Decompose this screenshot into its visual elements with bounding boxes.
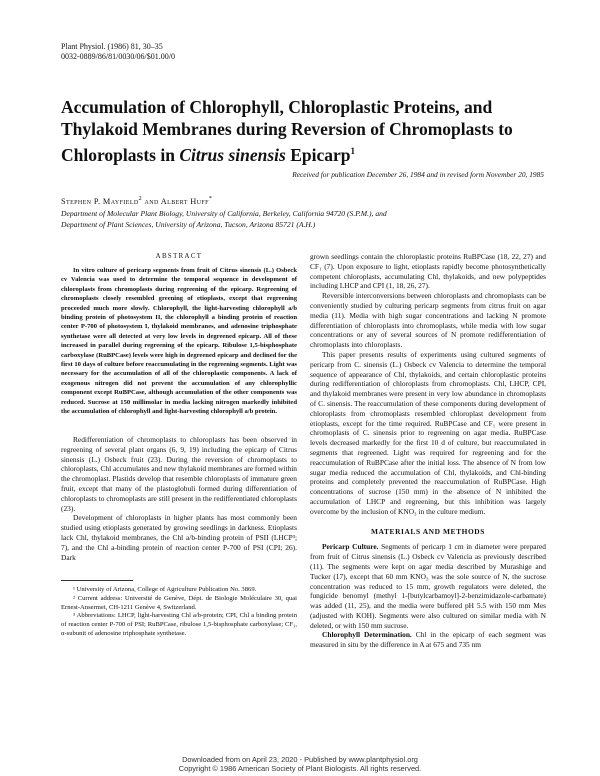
affiliations — [61, 208, 541, 230]
left-body — [61, 435, 297, 562]
journal-header — [61, 42, 175, 62]
footer-copyright: Copyright © 1986 American Society of Plant Biologists. All rights reserved. — [178, 764, 422, 773]
footer-download: Downloaded from on April 23, 2020 - Published by www.plantphysiol.org — [182, 755, 418, 764]
abstract-heading: ABSTRACT — [155, 253, 203, 260]
title-line-3-post: Epicarp — [285, 144, 351, 165]
title-line-3-pre: Chloroplasts in — [61, 144, 180, 165]
affiliation-1: Department of Molecular Plant Biology, University of California, Berkeley, California 94720 (S.P.M.), and — [61, 209, 387, 218]
author-2-mark: * — [208, 196, 213, 202]
methods-chlorophyll — [310, 630, 546, 650]
affiliation-2: Department of Plant Sciences, University of Arizona, Tucson, Arizona 85721 (A.H.) — [61, 220, 316, 229]
author-and: and — [142, 196, 161, 206]
right-paragraph-2: Reversible interconversions between chloroplasts and chromoplasts can be conveniently studied by culturing pericarp segments from citrus fruit on agar media (11). Media with high sugar concentrations and lacking N promote differentiation of chloroplasts into chromoplasts, while media with low sugar concentrations or any of several sources of N promote redifferentiation of chromoplasts into chloroplasts. — [310, 291, 546, 350]
right-paragraph-3: This paper presents results of experiments using cultured segments of pericarp from C. sinensis (L.) Osbeck cv Valencia to determine the temporal sequence of appearance of Chl, thylakoids, and certain chloroplastic proteins during redifferentiation of chloroplasts from chromoplasts. Chl, LHCP, CPI, and thylakoid membranes were present in very low abundance in chromoplasts of C. sinensis. The reaccumulation of these components during development of chloroplasts from chromoplasts resembled chloroplast development from etioplasts, except for the time required. RuBPCase and CF₁ were present in chromoplasts of C. sinensis prior to regreening on agar media. RuBPCase levels decreased markedly for the first 10 d of culture, but reaccumulated in segments that regreened. Light was required for regreening and for the reaccumulation of RuBPCase after the initial loss. The absence of N from low sugar media reduced the accumulation of Chl, thylakoids, and Chl-binding proteins and completely prevented the reaccumulation of RuBPCase. High concentrations of sucrose (150 mm) in the absence of N inhibited the accumulation of LHCP and regreening, but this inhibition was largely overcome by the inclusion of KNO₃ in the culture medium. — [310, 349, 546, 516]
intro-paragraph-1: Redifferentiation of chromoplasts to chloroplasts has been observed in regreening of several plant organs (6, 9, 19) including the epicarp of Citrus sinensis (L.) Osbeck fruit (23). During the reversion of chromoplasts to chloroplasts, Chl accumulates and new thylakoid membranes are formed within the chromoplast. Plastids develop that resemble chloroplasts of immature green fruit, except that many of the plastoglobuli formed during differentiation of chloroplasts to chromoplasts are still present in the redifferentiated chloroplasts (23). — [61, 435, 297, 513]
title-footnote-mark: 1 — [350, 146, 356, 156]
footnote-1: ¹ University of Arizona, College of Agriculture Publication No. 3869. — [73, 586, 257, 593]
chlorophyll-title: Chlorophyll Determination. — [322, 630, 412, 640]
footnote-divider — [61, 580, 133, 581]
title-line-3 — [61, 140, 541, 166]
journal-code: 0032-0889/86/81/0030/06/$01.00/0 — [61, 52, 175, 61]
right-body — [310, 252, 546, 650]
author-1-mark: 2 — [138, 196, 143, 202]
pericarp-culture-text: Segments of pericarp 1 cm in diameter were prepared from fruit of Citrus sinensis (L.) Osbeck cv Valencia as previously described (11). The segments were kept on agar media described by Murashige and Tucker (17), except that 60 mm KNO₃ was the sole source of N, the sucrose concentration was reduced to 15 mm, growth regulators were deleted, the fungicide benomyl (methyl 1-[butylcarbamoyl]-2-benzimidazole-carbamate) was added (11, 25), and the media were buffered pH 5.5 with 150 mm Mes (adjusted with KOH). Segments were also cultured on similar media with N deleted, or with 150 mm sucrose. — [310, 542, 546, 630]
footnote-2: ² Current address: Université de Genève, Dépt. de Biologie Moléculaire 30, quai Ernest-Ansermet, CH-1211 Genève 4, Switzerland. — [61, 594, 297, 611]
right-paragraph-1: grown seedlings contain the chloroplastic proteins RuBPCase (18, 22, 27) and CF₁ (7). Upon exposure to light, etioplasts rapidly become photosynthetically competent chloroplasts, accumulating Chl, thylakoids, and new polypeptides including LHCP and CPI (1, 18, 26, 27). — [310, 252, 546, 291]
intro-paragraph-2: Development of chloroplasts in higher plants has most commonly been studied using etioplasts generated by growing seedlings in darkness. Etioplasts lack Chl, thylakoid membranes, the Chl a/b-binding protein of PSII (LHCP³; 7), and the Chl a-binding protein of reaction center P-700 of PSI (CPI; 26). Dark — [61, 513, 297, 562]
author-2: Albert Huff — [160, 196, 209, 206]
pericarp-culture-title: Pericarp Culture. — [322, 542, 379, 552]
journal-citation: Plant Physiol. (1986) 81, 30–35 — [61, 42, 163, 51]
section-heading-methods: MATERIALS AND METHODS — [371, 526, 485, 536]
abstract-text: In vitro culture of pericarp segments from fruit of Citrus sinensis (L.) Osbeck cv Valencia was used to determine the temporal sequence in development of chloroplasts from chromoplasts during regreening of the epicarp. Regreening of chromoplasts closely resembled greening of etioplasts, except that regreening proceeded much more slowly. Chlorophyll, the light-harvesting chlorophyll a/b binding protein of photosystem II, the chlorophyll a binding protein of reaction center P-700 of photosystem I, thylakoid membranes, and adenosine triphosphate synthetase were all detected at very low levels in degreened epicarp. All of these increased in parallel during regreening of the epicarp. Ribulose 1,5-bisphosphate carboxylase (RuBPCase) levels were high in degreened epicarp and declined for the first 10 days of culture before reaccumulating in the regreening segments. Light was necessary for the accumulation of all of the chloroplastic components. A lack of exogenous nitrogen did not prevent the accumulation of any chlorophyllic component except RuBPCase, although accumulation of the other components was reduced. Sucrose at 150 millimolar in media lacking nitrogen markedly inhibited the accumulation of chlorophyll and light-harvesting chlorophyll a/b protein. — [61, 267, 297, 416]
authors — [61, 196, 212, 206]
methods-pericarp-culture — [310, 542, 546, 630]
title-line-2: Thylakoid Membranes during Reversion of Chromoplasts to — [61, 119, 513, 139]
received-date: Received for publication December 26, 1984 and in revised form November 20, 1985 — [292, 170, 544, 179]
author-1: Stephen P. Mayfield — [61, 196, 139, 206]
title-species: Citrus sinensis — [179, 144, 286, 165]
chlorophyll-text: Chl in the epicarp of each segment was measured in situ by the difference in A at 675 and 735 nm — [310, 630, 546, 650]
title-line-1: Accumulation of Chlorophyll, Chloroplastic Proteins, and — [61, 97, 493, 117]
footnote-3: ³ Abbreviations: LHCP, light-harvesting Chl a/b-protein; CPI, Chl a binding protein of reaction center P-700 of PSI; RuBPCase, ribulose 1,5-bisphosphate carboxylase; CF₁, α-subunit of adenosine triphosphate synthetase. — [61, 612, 297, 637]
footnotes — [61, 586, 297, 639]
article-title — [61, 96, 541, 166]
